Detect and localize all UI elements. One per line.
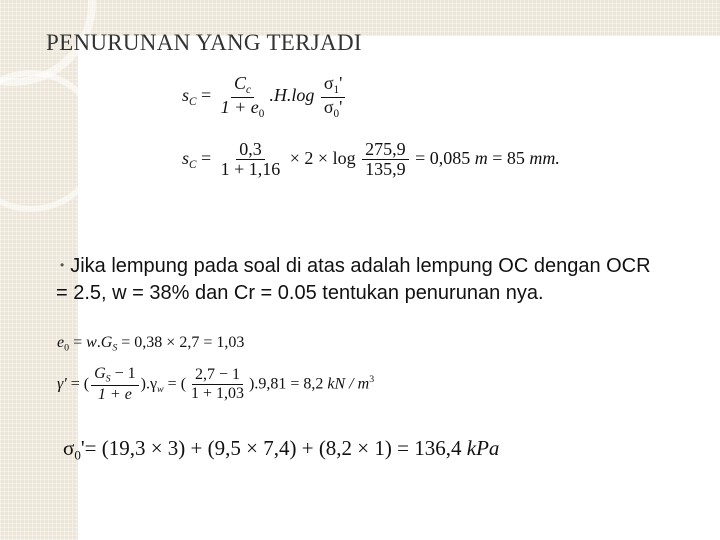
fraction: $\frac{C_c}{1 + e_0}$: [220, 73, 265, 120]
formula-effective-stress: $\sigma_0'= (19,3 \times 3) + (9,5 \times 7,4) + (8,2 \times 1) = 136,4$ kPa: [63, 436, 500, 463]
fraction: $\frac{0,3}{1 + 1,16}$: [220, 139, 281, 179]
decorative-circle: [0, 70, 102, 212]
formula-void-ratio: $e_0 = w.G_S = 0,38 \times 2,7 = 1,03$: [57, 334, 245, 354]
question-body: Jika lempung pada soal di atas adalah lempung OC dengan OCR = 2.5, w = 38% dan Cr = 0.05 tentukan penurunan nya.: [56, 255, 651, 304]
formula-settlement-general: $s_C$ = $\frac{C_c}{1 + e_0}$ .H.log $\frac{\sigma_1'}{\sigma_0'}$: [182, 74, 347, 120]
question-text: [56, 252, 656, 307]
fraction: $\frac{275,9}{135,9}$: [362, 140, 409, 180]
fraction: $\frac{\sigma_1'}{\sigma_0'}$: [321, 74, 346, 120]
fraction: $\frac{2,7 - 1}{1 + 1,03}$: [191, 366, 245, 402]
bullet-icon: •: [60, 258, 65, 272]
slide-title: PENURUNAN YANG TERJADI: [46, 30, 362, 55]
formula-effective-unit-weight: γ' = ( $\frac{G_S - 1}{1 + e}$ )$.\gamma_w$ = ( $\frac{2,7 - 1}{1 + 1,03}$ ).9,81 = 8,2 kN / $m^3$: [57, 365, 375, 403]
formula-settlement-calculation: $s_C$ = $\frac{0,3}{1 + 1,16}$ × 2 × log $\frac{275,9}{135,9}$ = 0,085 m = 85 mm.: [182, 139, 560, 179]
fraction: $\frac{G_S - 1}{1 + e}$: [91, 366, 139, 403]
